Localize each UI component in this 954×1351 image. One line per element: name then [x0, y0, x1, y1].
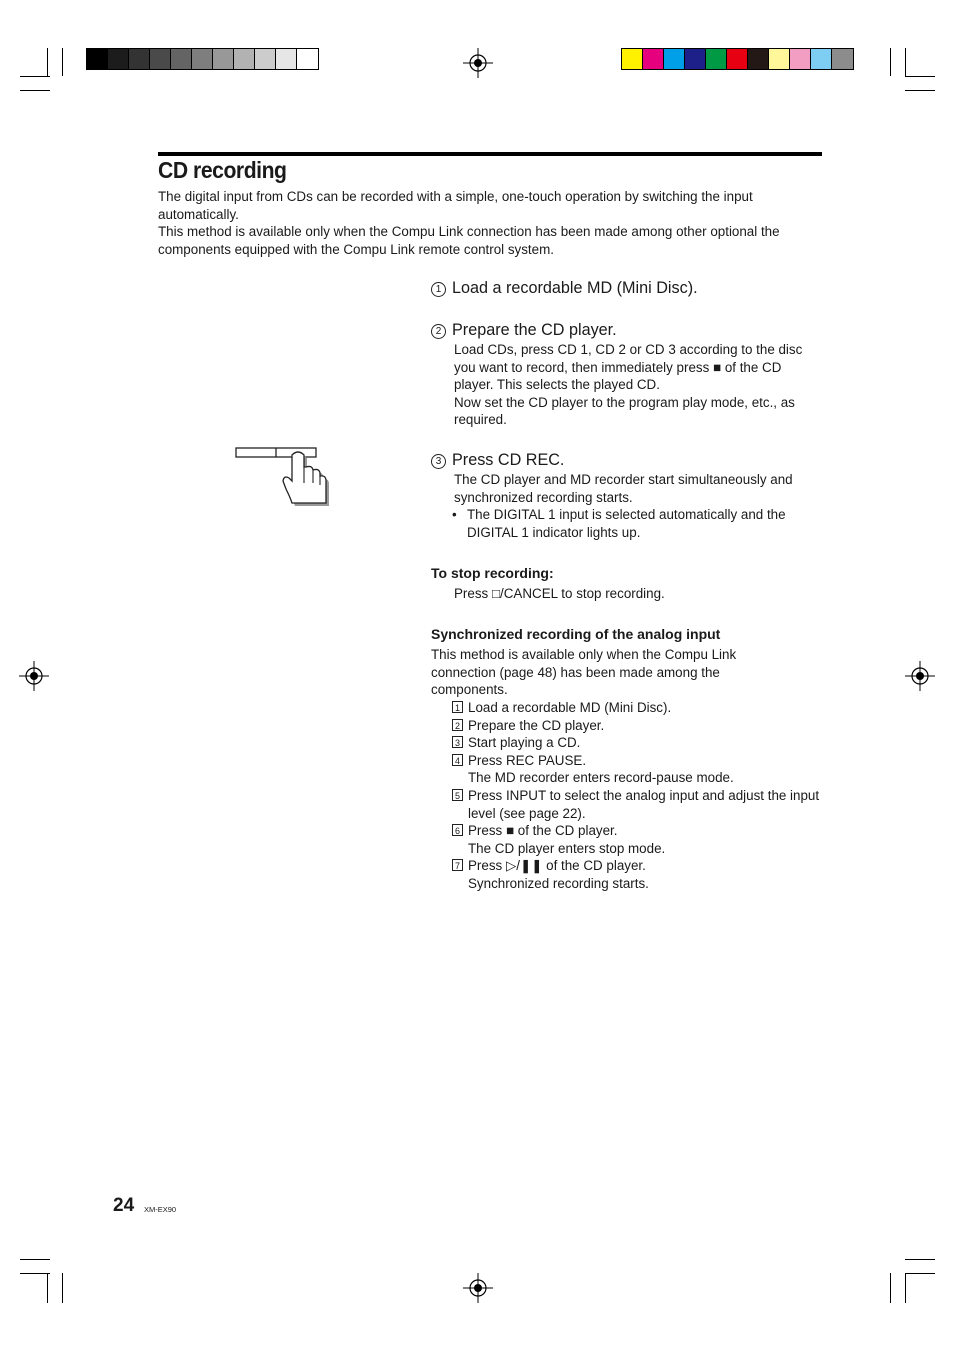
- list-item-text: Press INPUT to select the analog input and adjust the input level (see page 22).: [468, 787, 820, 821]
- list-item: [452, 752, 822, 787]
- bullet-icon: •: [452, 507, 457, 522]
- list-item: [452, 857, 822, 892]
- step-body-text: Load CDs, press CD 1, CD 2 or CD 3 according to the disc you want to record, then immediately press ■ of the CD player. This selects the played CD.: [454, 342, 803, 393]
- list-number: 4: [452, 754, 463, 766]
- analog-steps-list: [452, 699, 822, 893]
- analog-intro: [431, 646, 776, 699]
- list-number: 1: [452, 701, 463, 713]
- registration-mark-icon: [463, 48, 493, 78]
- list-item-text: Start playing a CD.: [468, 735, 581, 751]
- list-item: [452, 699, 822, 717]
- list-item-text: Press REC PAUSE.: [468, 752, 587, 768]
- intro-paragraph: The digital input from CDs can be recorded with a simple, one-touch operation by switching the input automatically.: [158, 189, 753, 222]
- step-number: 3: [431, 454, 446, 469]
- step-body-text: The CD player and MD recorder start simultaneously and synchronized recording starts.: [454, 472, 793, 505]
- page-number: 24: [113, 1195, 135, 1216]
- list-number: 3: [452, 736, 463, 748]
- gray-swatch: [297, 49, 318, 69]
- list-item-note: The MD recorder enters record-pause mode.: [468, 770, 734, 786]
- list-number: 2: [452, 719, 463, 731]
- press-button-illustration-icon: [234, 445, 332, 511]
- list-item-text: Prepare the CD player.: [468, 717, 605, 733]
- color-swatch: [727, 49, 748, 69]
- color-swatch: [622, 49, 643, 69]
- color-swatch: [748, 49, 769, 69]
- step-3-bullet: [452, 506, 822, 541]
- list-item-note: The CD player enters stop mode.: [468, 840, 666, 856]
- gray-swatch: [234, 49, 255, 69]
- list-number: 6: [452, 824, 463, 836]
- intro-paragraph: This method is available only when the Compu Link connection has been made among other optional the components equipped with the Compu Link remote control system.: [158, 224, 780, 257]
- list-item-text: Press ▷/❚❚ of the CD player.: [468, 858, 646, 874]
- gray-swatch: [129, 49, 150, 69]
- step-2-body: [454, 341, 822, 429]
- step-2: [431, 321, 617, 340]
- color-swatch: [664, 49, 685, 69]
- gray-swatch: [108, 49, 129, 69]
- step-body-text: Now set the CD player to the program play mode, etc., as required.: [454, 394, 795, 428]
- gray-swatch: [171, 49, 192, 69]
- gray-calibration-bar: [86, 48, 319, 70]
- color-swatch: [832, 49, 853, 69]
- color-swatch: [811, 49, 832, 69]
- color-swatch: [706, 49, 727, 69]
- page-title: CD recording: [158, 157, 287, 183]
- step-label: Press CD REC.: [452, 451, 565, 469]
- list-item-text: Load a recordable MD (Mini Disc).: [468, 700, 672, 715]
- gray-swatch: [213, 49, 234, 69]
- registration-mark-icon: [905, 661, 935, 691]
- list-item-text: Press ■ of the CD player.: [468, 823, 618, 839]
- gray-swatch: [276, 49, 297, 69]
- intro-text: [158, 188, 822, 258]
- model-name: XM-EX90: [144, 1205, 177, 1214]
- bullet-text: The DIGITAL 1 input is selected automatically and the DIGITAL 1 indicator lights up.: [467, 507, 786, 540]
- stop-heading: To stop recording:: [431, 565, 554, 581]
- registration-mark-icon: [19, 661, 49, 691]
- step-label: Load a recordable MD (Mini Disc).: [452, 279, 698, 297]
- list-item: [452, 787, 822, 822]
- list-item: [452, 734, 822, 752]
- gray-swatch: [87, 49, 108, 69]
- gray-swatch: [150, 49, 171, 69]
- registration-mark-icon: [463, 1273, 493, 1303]
- color-swatch: [769, 49, 790, 69]
- step-3-body: [454, 471, 822, 506]
- step-1: [431, 279, 698, 298]
- list-number: 5: [452, 789, 463, 801]
- gray-swatch: [192, 49, 213, 69]
- analog-intro-text: This method is available only when the Compu Link connection (page 48) has been made among the components.: [431, 647, 737, 698]
- color-swatch: [643, 49, 664, 69]
- analog-heading: Synchronized recording of the analog input: [431, 626, 721, 642]
- list-item: [452, 717, 822, 735]
- stop-text: Press □/CANCEL to stop recording.: [454, 586, 665, 601]
- color-swatch: [790, 49, 811, 69]
- list-number: 7: [452, 859, 463, 871]
- step-number: 1: [431, 282, 446, 297]
- title-rule: [158, 152, 822, 156]
- step-label: Prepare the CD player.: [452, 321, 617, 339]
- color-calibration-bar: [621, 48, 854, 70]
- step-number: 2: [431, 324, 446, 339]
- list-item-note: Synchronized recording starts.: [468, 875, 649, 891]
- step-3: [431, 451, 564, 470]
- color-swatch: [685, 49, 706, 69]
- list-item: [452, 822, 822, 857]
- gray-swatch: [255, 49, 276, 69]
